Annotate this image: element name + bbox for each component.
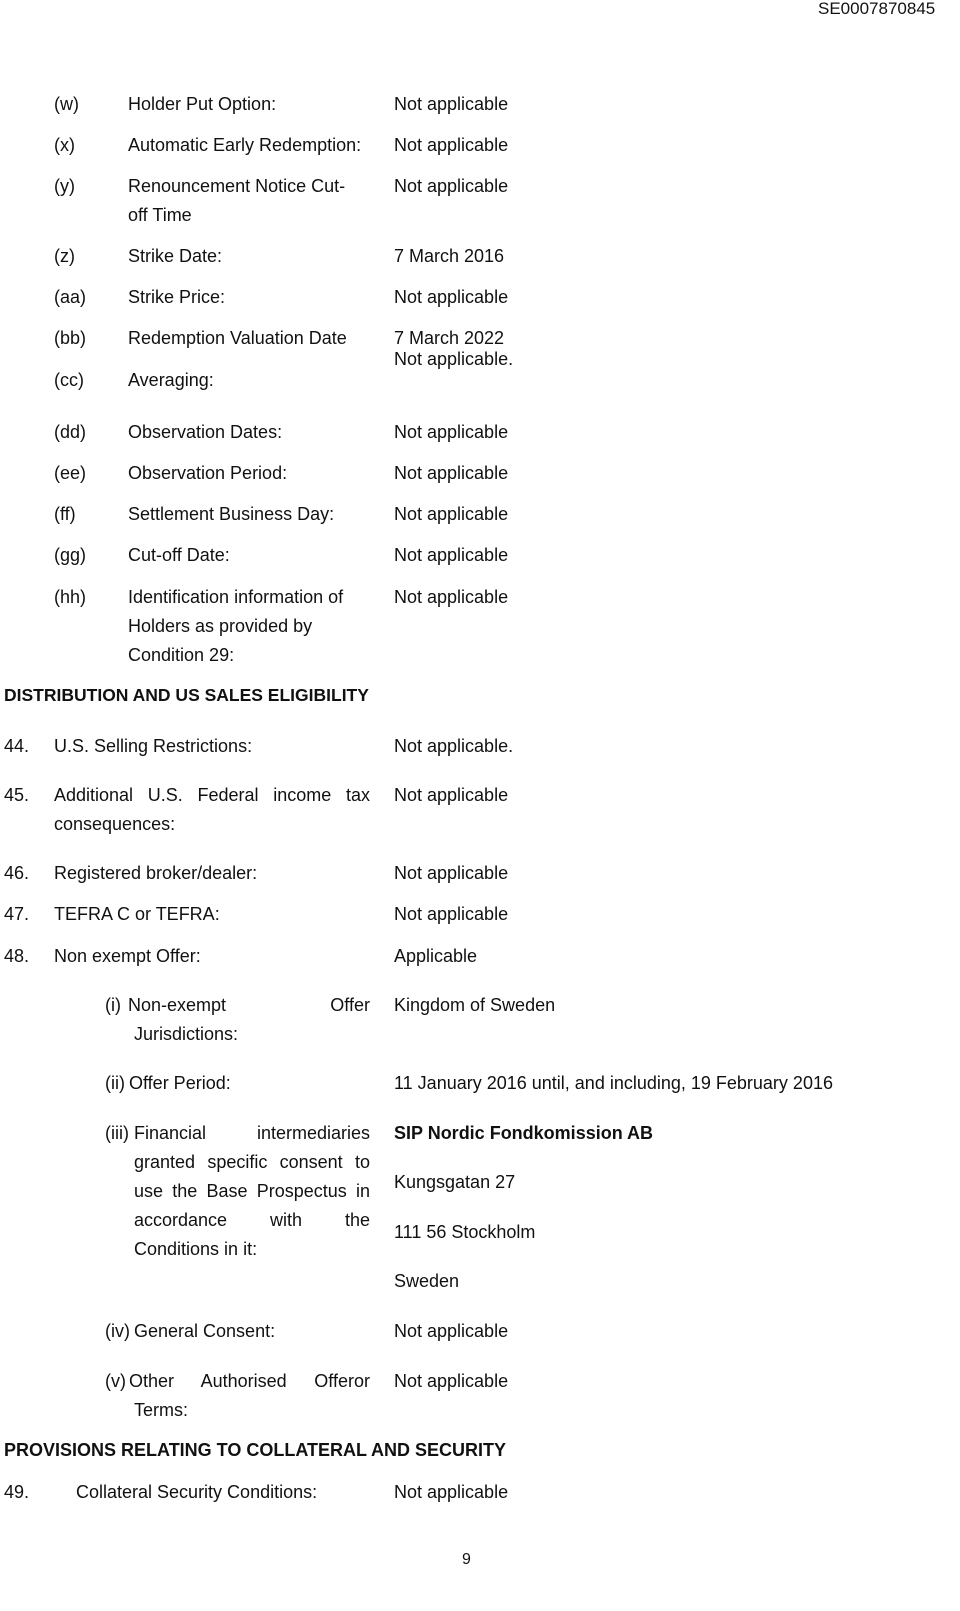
item-label: (w) [54,94,79,114]
item-label: (ff) [54,504,76,524]
item-value: Not applicable [394,176,509,196]
sub-item-name-line5: Conditions in it: [134,1239,258,1259]
item-name-line2: Holders as provided by [128,616,313,636]
item-value: Not applicable [394,1482,509,1502]
sub-item-number: (iii) [105,1123,129,1143]
sub-item-name: General Consent: [134,1321,276,1341]
sub-item-number: (i) [105,995,121,1015]
section-heading-distribution: DISTRIBUTION AND US SALES ELIGIBILITY [4,685,369,705]
item-name: Holder Put Option: [128,94,277,114]
item-label: (x) [54,135,75,155]
item-name: Identification information of [128,587,344,607]
item-label: (gg) [54,545,87,565]
item-value: Not applicable [394,785,509,805]
item-value: Not applicable [394,863,509,883]
sub-item-number: (v) [105,1371,126,1391]
item-name: U.S. Selling Restrictions: [54,736,253,756]
item-name: Renouncement Notice Cut- [128,176,346,196]
item-value: Not applicable. [394,349,514,369]
item-value: Not applicable [394,287,509,307]
item-value: Not applicable [394,545,509,565]
sub-item-value: Not applicable [394,1321,509,1341]
sub-item-name: Offer Period: [129,1073,231,1093]
item-value: Applicable [394,946,478,966]
sub-item-name: Non-exempt Offer [128,995,370,1015]
item-label: (aa) [54,287,87,307]
item-label: (bb) [54,328,87,348]
item-value: Not applicable [394,422,509,442]
sub-item-name-line3: use the Base Prospectus in [134,1181,370,1201]
item-value: 7 March 2022 [394,328,505,348]
sub-item-value: 11 January 2016 until, and including, 19 February 2016 [394,1073,833,1093]
item-name: Automatic Early Redemption: [128,135,362,155]
item-label: (hh) [54,587,87,607]
sub-item-name-line2: Terms: [134,1400,188,1420]
sub-item-value-line2: Kungsgatan 27 [394,1172,516,1192]
item-value: Not applicable [394,463,509,483]
item-name: Additional U.S. Federal income tax [54,785,370,805]
item-label: (dd) [54,422,87,442]
sub-item-name-line4: accordance with the [134,1210,370,1230]
item-name-line3: Condition 29: [128,645,235,665]
sub-item-value: Not applicable [394,1371,509,1391]
sub-item-value-line4: Sweden [394,1271,460,1291]
item-number: 47. [4,904,30,924]
item-name: Registered broker/dealer: [54,863,258,883]
item-name: TEFRA C or TEFRA: [54,904,220,924]
item-value: Not applicable [394,94,509,114]
item-number: 46. [4,863,30,883]
item-value: 7 March 2016 [394,246,505,266]
item-value: Not applicable [394,904,509,924]
item-name: Observation Period: [128,463,288,483]
item-name: Observation Dates: [128,422,283,442]
item-name: Collateral Security Conditions: [76,1482,318,1502]
item-number: 45. [4,785,30,805]
sub-item-number: (ii) [105,1073,125,1093]
item-name-line2: off Time [128,205,192,225]
item-number: 49. [4,1482,30,1502]
sub-item-value: SIP Nordic Fondkomission AB [394,1123,654,1143]
item-name-line2: consequences: [54,814,176,834]
sub-item-value: Kingdom of Sweden [394,995,556,1015]
item-name: Strike Price: [128,287,226,307]
sub-item-name: Other Authorised Offeror [129,1371,370,1391]
item-value: Not applicable [394,587,509,607]
item-number: 44. [4,736,30,756]
item-number: 48. [4,946,30,966]
sub-item-name: Financial intermediaries [134,1123,370,1143]
page-number: 9 [462,1551,471,1568]
item-name: Non exempt Offer: [54,946,201,966]
item-value: Not applicable [394,504,509,524]
item-name: Cut-off Date: [128,545,230,565]
item-name: Strike Date: [128,246,223,266]
item-value: Not applicable [394,135,509,155]
item-name: Settlement Business Day: [128,504,335,524]
section-heading-collateral: PROVISIONS RELATING TO COLLATERAL AND SECURITY [4,1440,507,1460]
sub-item-name-line2: granted specific consent to [134,1152,370,1172]
document-id: SE0007870845 [818,0,936,18]
sub-item-value-line3: 111 56 Stockholm [394,1222,536,1242]
item-label: (cc) [54,370,84,390]
item-label: (z) [54,246,75,266]
item-name: Redemption Valuation Date [128,328,347,348]
item-value: Not applicable. [394,736,514,756]
item-name: Averaging: [128,370,214,390]
sub-item-number: (iv) [105,1321,130,1341]
sub-item-name-line2: Jurisdictions: [134,1024,239,1044]
item-label: (y) [54,176,75,196]
item-label: (ee) [54,463,87,483]
